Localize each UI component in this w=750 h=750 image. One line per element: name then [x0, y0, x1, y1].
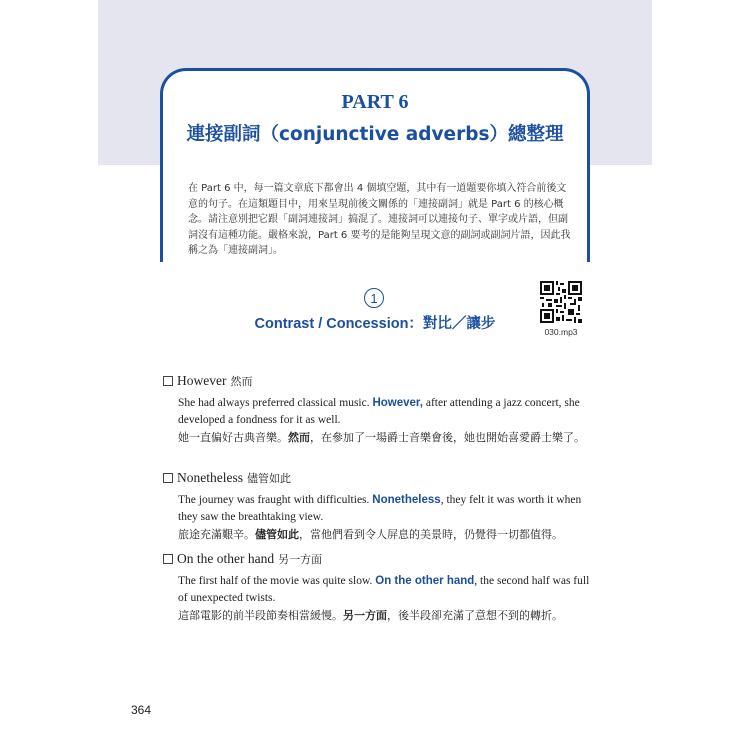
intro-paragraph: 在 Part 6 中，每一篇文章底下都會出 4 個填空題，其中有一道題要你填入符合前後文意的句子。在這類題目中，用來呈現前後文關係的「連接副詞」就是 Part 6 的核心概念。請注意別把它跟「副詞連接詞」搞混了。連接詞可以連接句子、單字或片語，但副詞沒有這種功能。嚴格來說，Part 6 要考的是能夠呈現文意的副詞或副詞片語，因此我稱之為「連接副詞」。 — [188, 183, 571, 256]
term-en: On the other hand — [177, 551, 275, 566]
part-title: PART 6 — [341, 91, 409, 113]
term-zh: 另一方面 — [278, 553, 323, 566]
keyword-zh: 另一方面 — [343, 609, 387, 622]
audio-track-label: 030.mp3 — [544, 327, 578, 337]
checkbox[interactable] — [163, 554, 173, 564]
keyword-zh: 儘管如此 — [255, 528, 299, 541]
keyword-en: Nonetheless — [372, 494, 441, 506]
keyword-zh: 然而 — [288, 431, 310, 444]
section-title: Contrast / Concession：對比／讓步 — [254, 316, 496, 332]
example-en: The journey was fraught with difficulties. Nonetheless, they felt it was worth it when they saw the breathtaking view. — [178, 494, 582, 523]
page-number: 364 — [131, 703, 152, 717]
keyword-en: However, — [372, 397, 423, 409]
keyword-en: On the other hand — [375, 575, 475, 587]
section-number: 1 — [364, 288, 384, 308]
entry-on-the-other-hand — [163, 551, 593, 624]
term-zh: 儘管如此 — [246, 472, 291, 485]
example-zh: 她一直偏好古典音樂。然而，在參加了一場爵士音樂會後，她也開始喜愛爵士樂了。 — [178, 431, 585, 444]
term-en: Nonetheless — [177, 470, 243, 485]
checkbox[interactable] — [163, 376, 173, 386]
entry-nonetheless — [163, 470, 593, 543]
part-title-box — [160, 68, 590, 262]
example-en: The first half of the movie was quite slow. On the other hand, the second half was full of unexpected twists. — [178, 575, 590, 604]
entry-heading — [163, 470, 593, 486]
checkbox[interactable] — [163, 473, 173, 483]
qr-code-icon[interactable] — [540, 281, 582, 323]
example-en: She had always preferred classical music. However, after attending a jazz concert, she developed a fondness for it as well. — [178, 397, 580, 426]
entry-heading — [163, 551, 593, 567]
example-zh: 這部電影的前半段節奏相當緩慢。另一方面，後半段卻充滿了意想不到的轉折。 — [178, 609, 563, 622]
term-en: However — [177, 373, 227, 388]
example-zh: 旅途充滿艱辛。儘管如此，當他們看到令人屏息的美景時，仍覺得一切都值得。 — [178, 528, 563, 541]
entry-heading — [163, 373, 593, 389]
term-zh: 然而 — [230, 375, 253, 388]
entry-however — [163, 373, 593, 446]
part-subtitle: 連接副詞（conjunctive adverbs）總整理 — [186, 124, 564, 145]
